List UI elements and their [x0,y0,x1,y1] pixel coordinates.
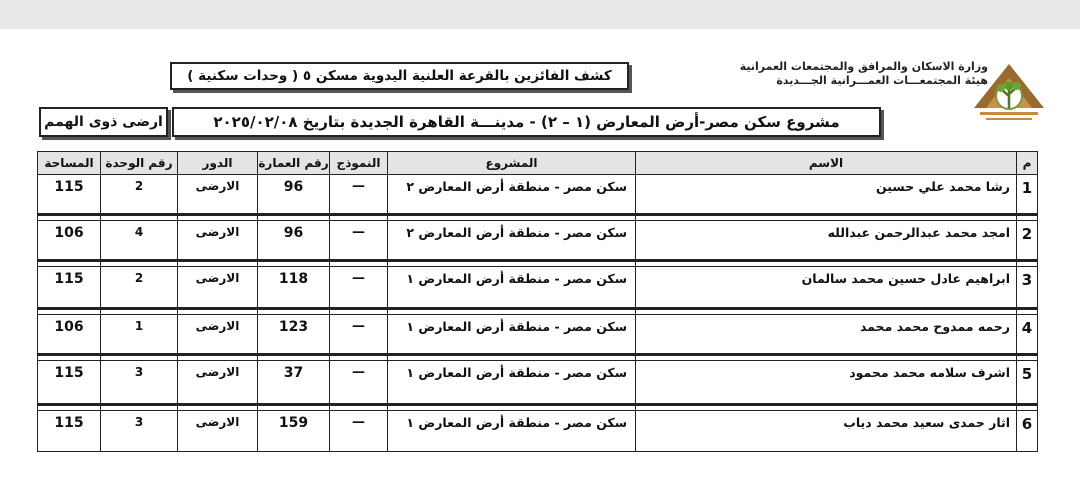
tree-emblem-icon [970,56,1048,124]
table-body [38,175,1038,452]
cell-name: اثار حمدى سعيد محمد دياب [636,411,1017,452]
cell-building: 96 [258,221,330,261]
cell-project: سكن مصر - منطقة أرض المعارض ١ [388,315,636,355]
cell-unit: 3 [101,361,178,405]
cell-index: 6 [1017,411,1038,452]
cell-name: امجد محمد عبدالرحمن عبدالله [636,221,1017,261]
col-area-header: المساحة [38,152,101,175]
cell-floor: الارضى [178,221,258,261]
cell-unit: 2 [101,175,178,215]
cell-floor: الارضى [178,175,258,215]
cell-area: 115 [38,411,101,452]
cell-project: سكن مصر - منطقة أرض المعارض ١ [388,267,636,309]
ministry-header [688,60,988,88]
cell-unit: 1 [101,315,178,355]
cell-index: 5 [1017,361,1038,405]
col-floor-header: الدور [178,152,258,175]
table-row [38,411,1038,452]
cell-area: 115 [38,175,101,215]
cell-project: سكن مصر - منطقة أرض المعارض ١ [388,411,636,452]
cell-name: ابراهيم عادل حسين محمد سالمان [636,267,1017,309]
table-row [38,267,1038,309]
cell-model: — [330,411,388,452]
table-header-row [38,152,1038,175]
cell-project: سكن مصر - منطقة أرض المعارض ١ [388,361,636,405]
cell-building: 123 [258,315,330,355]
cell-building: 159 [258,411,330,452]
col-building-header: رقم العمارة [258,152,330,175]
cell-model: — [330,315,388,355]
document-title: كشف الفائزين بالقرعة العلنية اليدوية مسكن ٥ ( وحدات سكنية ) [170,62,629,90]
ministry-line-1: وزارة الاسكان والمرافق والمجتمعات العمرانية [739,60,988,73]
cell-model: — [330,221,388,261]
cell-floor: الارضى [178,361,258,405]
cell-name: رحمه ممدوح محمد محمد [636,315,1017,355]
col-model-header: النموذج [330,152,388,175]
cell-area: 106 [38,221,101,261]
cell-unit: 4 [101,221,178,261]
table-row [38,175,1038,215]
cell-index: 2 [1017,221,1038,261]
col-index-header: م [1017,152,1038,175]
cell-name: رشا محمد علي حسين [636,175,1017,215]
region-badge: ارضى ذوى الهمم [39,107,168,137]
cell-model: — [330,175,388,215]
cell-floor: الارضى [178,411,258,452]
table-row [38,361,1038,405]
cell-building: 118 [258,267,330,309]
cell-model: — [330,361,388,405]
cell-area: 115 [38,361,101,405]
cell-unit: 3 [101,411,178,452]
cell-project: سكن مصر - منطقة أرض المعارض ٢ [388,175,636,215]
top-bar [0,0,1080,29]
cell-floor: الارضى [178,315,258,355]
ministry-line-2: هيئة المجتمعـــات العمـــرانية الجـــديدة [776,74,988,87]
project-title: مشروع سكن مصر-أرض المعارض (١ – ٢) - مدينـــة القاهرة الجديدة بتاريخ ٢٠٢٥/٠٢/٠٨ [172,107,881,137]
cell-model: — [330,267,388,309]
table-row [38,315,1038,355]
cell-index: 4 [1017,315,1038,355]
table-row [38,221,1038,261]
cell-building: 96 [258,175,330,215]
cell-building: 37 [258,361,330,405]
cell-floor: الارضى [178,267,258,309]
col-project-header: المشروع [388,152,636,175]
cell-unit: 2 [101,267,178,309]
cell-area: 115 [38,267,101,309]
cell-index: 1 [1017,175,1038,215]
cell-name: اشرف سلامه محمد محمود [636,361,1017,405]
col-name-header: الاسم [636,152,1017,175]
winners-table [37,151,1038,452]
cell-area: 106 [38,315,101,355]
cell-index: 3 [1017,267,1038,309]
cell-project: سكن مصر - منطقة أرض المعارض ٢ [388,221,636,261]
col-unit-header: رقم الوحدة [101,152,178,175]
